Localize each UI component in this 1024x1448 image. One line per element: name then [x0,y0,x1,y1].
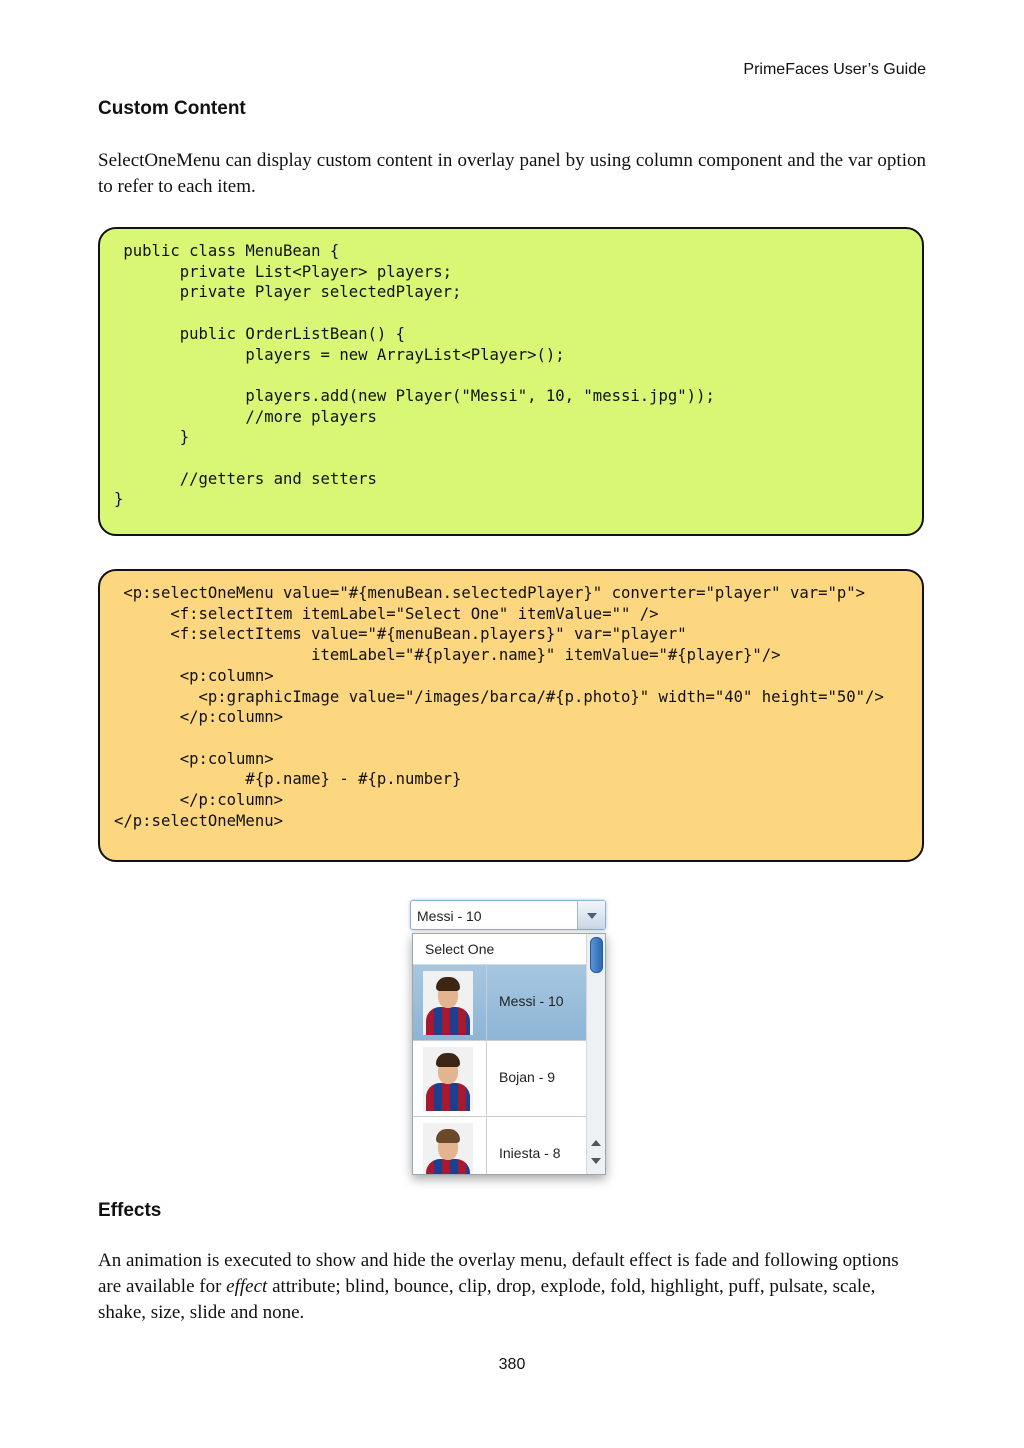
dropdown-trigger[interactable] [577,901,605,929]
scroll-up-icon[interactable] [591,1140,601,1146]
photo-cell [413,965,487,1040]
effects-emphasis: effect [226,1276,268,1297]
option-label: Select One [425,941,495,957]
player-photo [423,1047,473,1111]
section-heading-custom-content: Custom Content [98,98,246,119]
scrollbar[interactable] [586,934,605,1174]
scroll-down-icon[interactable] [591,1158,601,1164]
effects-text-1: An animation is executed to show and hide the overlay menu, default effect is fade and following options are available for [98,1250,899,1297]
option-label: Bojan - 9 [499,1069,556,1085]
photo-cell [413,1041,487,1116]
section-heading-effects: Effects [98,1200,162,1221]
option-row[interactable] [413,965,587,1041]
xhtml-code: <p:selectOneMenu value="#{menuBean.selectedPlayer}" converter="player" var="p"> <f:selectItem itemLabel="Select One" itemValue="" /> <f:selectItems value="#{menuBean.players}" var="player" itemLabel="#{player.name}" itemValue="#{player}"/> <p:column> <p:graphicImage value="/images/barca/#{p.photo}" width="40" height="50"/> </p:column> <p:column> #{p.name} - #{p.number} </p:column> </p:selectOneMenu> [114,584,884,830]
option-row[interactable] [413,1117,587,1175]
chevron-down-icon [587,913,597,919]
page-number: 380 [498,1356,526,1373]
custom-content-paragraph: SelectOneMenu can display custom content in overlay panel by using column component and the var option to refer to each item. [98,150,926,197]
effects-text-2: attribute; blind, bounce, clip, drop, explode, fold, highlight, puff, pulsate, scale, shake, size, slide and none. [98,1276,876,1323]
java-code-block [98,227,924,536]
selected-value: Messi - 10 [417,908,482,924]
scroll-thumb[interactable] [590,937,603,973]
running-header: PrimeFaces User’s Guide [743,61,926,78]
player-photo [423,1123,473,1175]
overlay-panel [412,933,606,1175]
effects-paragraph [98,1248,910,1326]
player-photo [423,971,473,1035]
option-select-one[interactable] [413,934,587,965]
select-one-menu[interactable] [410,900,606,930]
java-code: public class MenuBean { private List<Player> players; private Player selectedPlayer; public OrderListBean() { players = new ArrayList<Player>(); players.add(new Player("Messi", 10, "messi.jpg")); //more players } //getters and setters } [114,242,715,509]
option-label: Messi - 10 [499,993,564,1009]
photo-cell [413,1117,487,1175]
option-label: Iniesta - 8 [499,1145,561,1161]
select-one-menu-screenshot [410,900,610,1190]
option-row[interactable] [413,1041,587,1117]
xhtml-code-block [98,569,924,862]
